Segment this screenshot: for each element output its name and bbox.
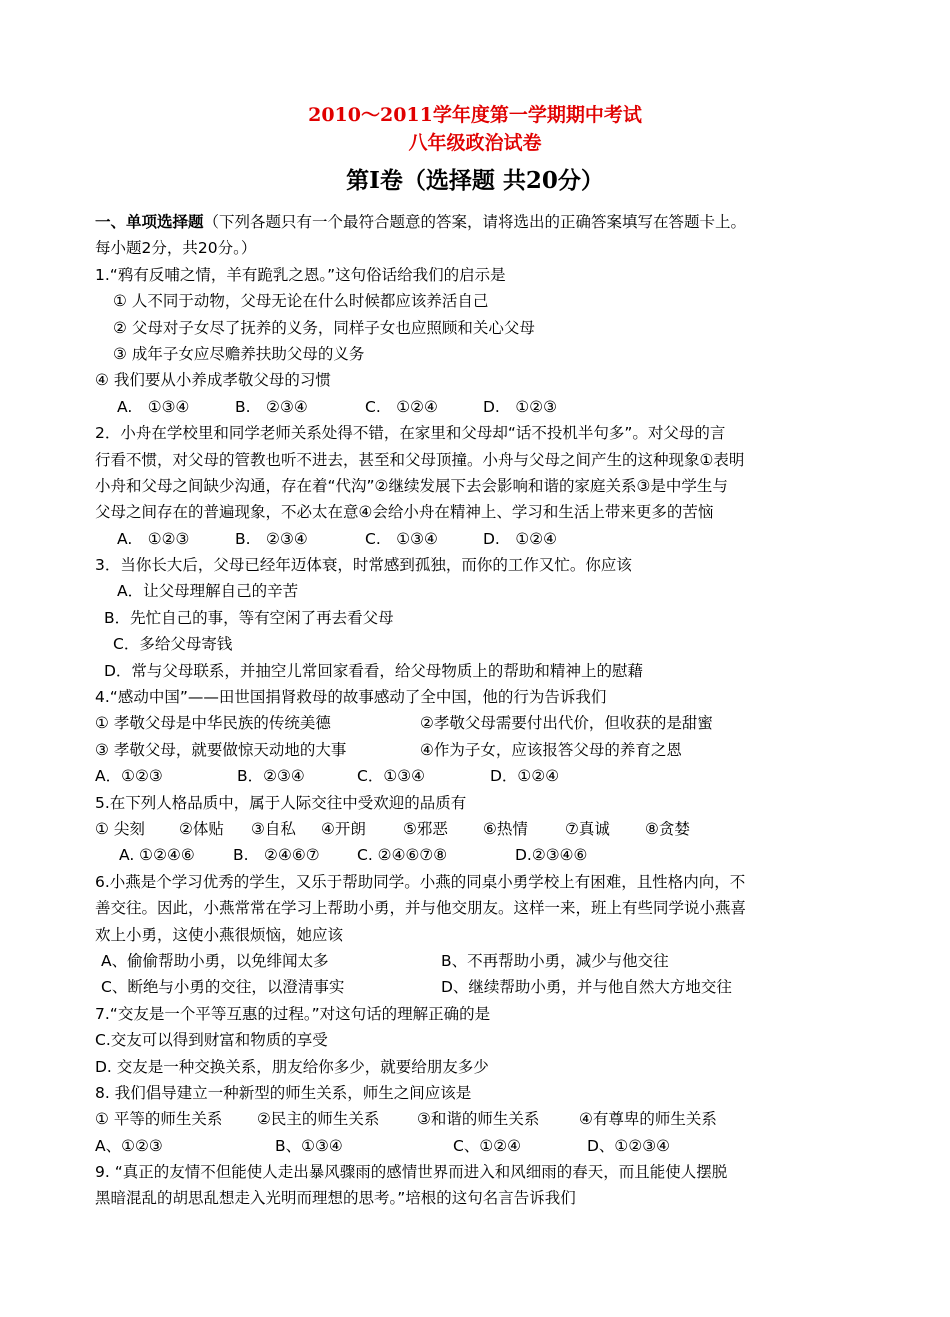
section-heading: 一、单项选择题 [95,213,204,231]
q5-items [95,816,865,842]
q8-option-a: A、①②③ [95,1136,163,1155]
q5-option-b: B. ②④⑥⑦ [233,846,320,865]
q8-options [95,1133,865,1159]
q4-statements-2 [95,737,865,763]
q5-item-5: ⑤邪恶 [403,819,448,838]
q1-statement-3: ③ 成年子女应尽赡养扶助父母的义务 [113,344,365,363]
q8-item-3: ③和谐的师生关系 [417,1110,540,1129]
instruction-text: （下列各题只有一个最符合题意的答案，请将选出的正确答案填写在答题卡上。 [203,213,747,231]
q1-option-b: B. ②③④ [235,397,308,416]
q2-option-d: D. ①②④ [483,529,558,548]
q1-options [95,394,865,420]
exam-title: 2010～2011学年度第一学期期中考试 [308,104,642,126]
question-body [95,209,865,1212]
q3-option-c: C．多给父母寄钱 [113,635,233,654]
q5-item-8: ⑧贪婪 [645,819,690,838]
q5-item-6: ⑥热情 [483,819,528,838]
q8-items [95,1106,865,1132]
q5-item-3: ③自私 [251,819,296,838]
q8-option-d: D、①②③④ [587,1136,671,1155]
q4-statements-1 [95,710,865,736]
q5-item-7: ⑦真诚 [565,819,610,838]
q4-options [95,763,865,789]
q9-line-1: 9. “真正的友情不但能使人走出暴风骤雨的感情世界而进入和风细雨的春天，而且能使人摆脱 [95,1163,728,1182]
q5-option-a: A. ①②④⑥ [119,846,195,865]
q4-stem: 4.“感动中国”——田世国捐肾救母的故事感动了全中国，他的行为告诉我们 [95,688,607,707]
q2-line-3: 小舟和父母之间缺少沟通，存在着“代沟”②继续发展下去会影响和谐的家庭关系③是中学生与 [95,476,728,495]
q8-option-c: C、①②④ [453,1136,522,1155]
q1-statement-2: ② 父母对子女尽了抚养的义务，同样子女也应照顾和关心父母 [113,318,535,337]
q3-stem: 3．当你长大后，父母已经年迈体衰，时常感到孤独，而你的工作又忙。你应该 [95,556,632,575]
q5-option-d: D.②③④⑥ [515,846,588,865]
q5-item-4: ④开朗 [321,819,366,838]
q5-options [95,842,865,868]
q1-statement-4: ④ 我们要从小养成孝敬父母的习惯 [95,371,331,390]
q5-stem: 5.在下列人格品质中，属于人际交往中受欢迎的品质有 [95,793,467,812]
q1-stem: 1.“鸦有反哺之情，羊有跪乳之恩。”这句俗话给我们的启示是 [95,265,506,284]
q3-option-d: D．常与父母联系，并抽空儿常回家看看，给父母物质上的帮助和精神上的慰藉 [104,661,643,680]
q7-option-d: D. 交友是一种交换关系，朋友给你多少，就要给朋友多少 [95,1057,489,1076]
q6-option-d: D、继续帮助小勇，并与他自然大方地交往 [441,978,732,997]
q8-item-2: ②民主的师生关系 [257,1110,380,1129]
q8-stem: 8. 我们倡导建立一种新型的师生关系，师生之间应该是 [95,1083,472,1102]
q2-option-c: C. ①③④ [365,529,438,548]
q4-option-a: A．①②③ [95,767,163,786]
q9-line-2: 黑暗混乱的胡思乱想走入光明而理想的思考。”培根的这句名言告诉我们 [95,1189,576,1208]
q4-option-b: B．②③④ [237,767,305,786]
exam-subtitle: 八年级政治试卷 [408,132,542,154]
q4-statement-4: ④作为子女，应该报答父母的养育之恩 [420,740,682,759]
q6-line-2: 善交往。因此，小燕常常在学习上帮助小勇，并与他交朋友。这样一来，班上有些同学说小燕喜 [95,899,747,918]
q6-line-3: 欢上小勇，这使小燕很烦恼，她应该 [95,925,344,944]
q4-statement-2: ②孝敬父母需要付出代价，但收获的是甜蜜 [420,714,713,733]
q2-line-1: 2．小舟在学校里和同学老师关系处得不错，在家里和父母却“话不投机半句多”。对父母的言 [95,424,726,443]
q8-option-b: B、①③④ [275,1136,343,1155]
q2-line-2: 行看不惯，对父母的管教也听不进去，甚至和父母顶撞。小舟与父母之间产生的这种现象①表明 [95,450,745,469]
q7-option-c: C.交友可以得到财富和物质的享受 [95,1031,328,1050]
instruction-text-2: 每小题2分，共20分。） [95,239,257,258]
q1-option-a: A. ①③④ [117,397,190,416]
q4-statement-3: ③ 孝敬父母，就要做惊天动地的大事 [95,740,347,759]
intro-line-1 [95,209,865,235]
q2-options [95,526,865,552]
section-title: 第Ⅰ卷（选择题 共20分） [346,167,604,194]
q5-item-1: ① 尖刻 [95,819,145,838]
q3-option-b: B．先忙自己的事，等有空闲了再去看父母 [104,608,394,627]
q6-options-1 [95,948,865,974]
q7-stem: 7.“交友是一个平等互惠的过程。”对这句话的理解正确的是 [95,1004,491,1023]
q1-statement-1: ① 人不同于动物，父母无论在什么时候都应该养活自己 [113,292,489,311]
q6-option-b: B、不再帮助小勇，减少与他交往 [441,951,669,970]
q4-option-c: C．①③④ [357,767,426,786]
q6-option-a: A、偷偷帮助小勇，以免绯闻太多 [101,951,329,970]
q1-option-d: D. ①②③ [483,397,558,416]
q4-statement-1: ① 孝敬父母是中华民族的传统美德 [95,714,331,733]
q5-option-c: C. ②④⑥⑦⑧ [357,846,448,865]
q6-option-c: C、断绝与小勇的交往，以澄清事实 [101,978,345,997]
q4-option-d: D．①②④ [490,767,560,786]
q8-item-1: ① 平等的师生关系 [95,1110,223,1129]
q6-line-1: 6.小燕是个学习优秀的学生，又乐于帮助同学。小燕的同桌小勇学校上有困难，且性格内向，不 [95,872,746,891]
q1-option-c: C. ①②④ [365,397,438,416]
q2-line-4: 父母之间存在的普遍现象，不必太在意④会给小舟在精神上、学习和生活上带来更多的苦恼 [95,503,714,522]
q6-options-2 [95,974,865,1000]
q5-item-2: ②体贴 [179,819,224,838]
q2-option-a: A. ①②③ [117,529,190,548]
q8-item-4: ④有尊卑的师生关系 [579,1110,717,1129]
q3-option-a: A．让父母理解自己的辛苦 [117,582,299,601]
q2-option-b: B. ②③④ [235,529,308,548]
